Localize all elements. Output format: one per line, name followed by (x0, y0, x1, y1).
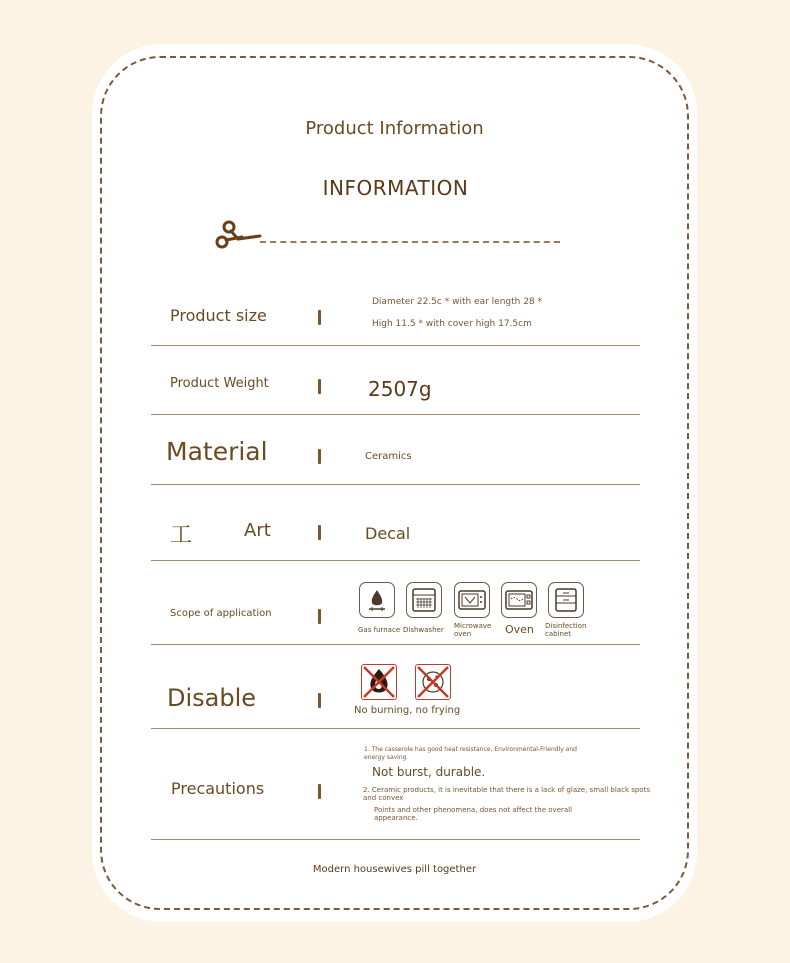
product-size-line2: High 11.5 * with cover high 17.5cm (372, 319, 532, 329)
disinfection-cabinet-icon (548, 582, 584, 618)
product-weight-value: 2507g (368, 377, 432, 401)
product-size-label: Product size (170, 306, 267, 325)
disinfection-caption-line1: Disinfection (545, 622, 587, 630)
page-title: Product Information (305, 118, 484, 139)
dishwasher-icon (406, 582, 442, 618)
material-value: Ceramics (365, 451, 412, 462)
dishwasher-caption: Dishwasher (403, 626, 444, 634)
row-divider (151, 484, 640, 485)
row-divider (151, 345, 640, 346)
disinfection-caption-line2: cabinet (545, 630, 572, 638)
divider-mark (318, 693, 321, 708)
scope-label: Scope of application (170, 608, 272, 619)
art-label-cn: 工 (170, 523, 193, 548)
precaution-1-highlight: Not burst, durable. (372, 765, 486, 779)
precaution-2-line1: 2. Ceramic products, it is inevitable that there is a lack of glaze, small black spots (363, 786, 650, 794)
product-info-card (92, 44, 697, 922)
row-divider (151, 839, 640, 840)
microwave-caption-line1: Microwave (454, 622, 492, 630)
divider-mark (318, 449, 321, 464)
oven-caption: Oven (505, 623, 534, 636)
art-label: Art (244, 520, 271, 541)
no-frying-icon (415, 664, 451, 700)
disable-caption: No burning, no frying (354, 705, 461, 716)
gas-furnace-icon (359, 582, 395, 618)
cut-line (260, 241, 560, 243)
row-divider (151, 560, 640, 561)
product-weight-label: Product Weight (170, 376, 269, 391)
oven-icon (501, 582, 537, 618)
divider-mark (318, 310, 321, 325)
art-value: Decal (365, 524, 411, 543)
divider-mark (318, 379, 321, 394)
no-fire-icon (361, 664, 397, 700)
row-divider (151, 644, 640, 645)
divider-mark (318, 609, 321, 624)
footer-text: Modern housewives pill together (312, 864, 477, 875)
scissors-icon (212, 212, 262, 252)
microwave-icon (454, 582, 490, 618)
gas-furnace-caption: Gas furnace (358, 626, 401, 634)
precautions-label: Precautions (171, 779, 265, 798)
precaution-1-line2: energy saving (364, 754, 407, 761)
divider-mark (318, 525, 321, 540)
precaution-2-line4: appearance. (374, 814, 418, 822)
precaution-1-line1: 1. The casserole has good heat resistance, Environmental-Friendly and (364, 746, 577, 753)
product-size-line1: Diameter 22.5c * with ear length 28 * (372, 297, 543, 307)
microwave-caption-line2: oven (454, 630, 472, 638)
row-divider (151, 728, 640, 729)
row-divider (151, 414, 640, 415)
precaution-2-line3: Points and other phenomena, does not affect the overall (374, 806, 573, 814)
section-heading: INFORMATION (322, 176, 469, 200)
precaution-2-line2: and convex (363, 794, 404, 802)
divider-mark (318, 784, 321, 799)
material-label: Material (166, 437, 268, 466)
disable-label: Disable (167, 684, 257, 712)
